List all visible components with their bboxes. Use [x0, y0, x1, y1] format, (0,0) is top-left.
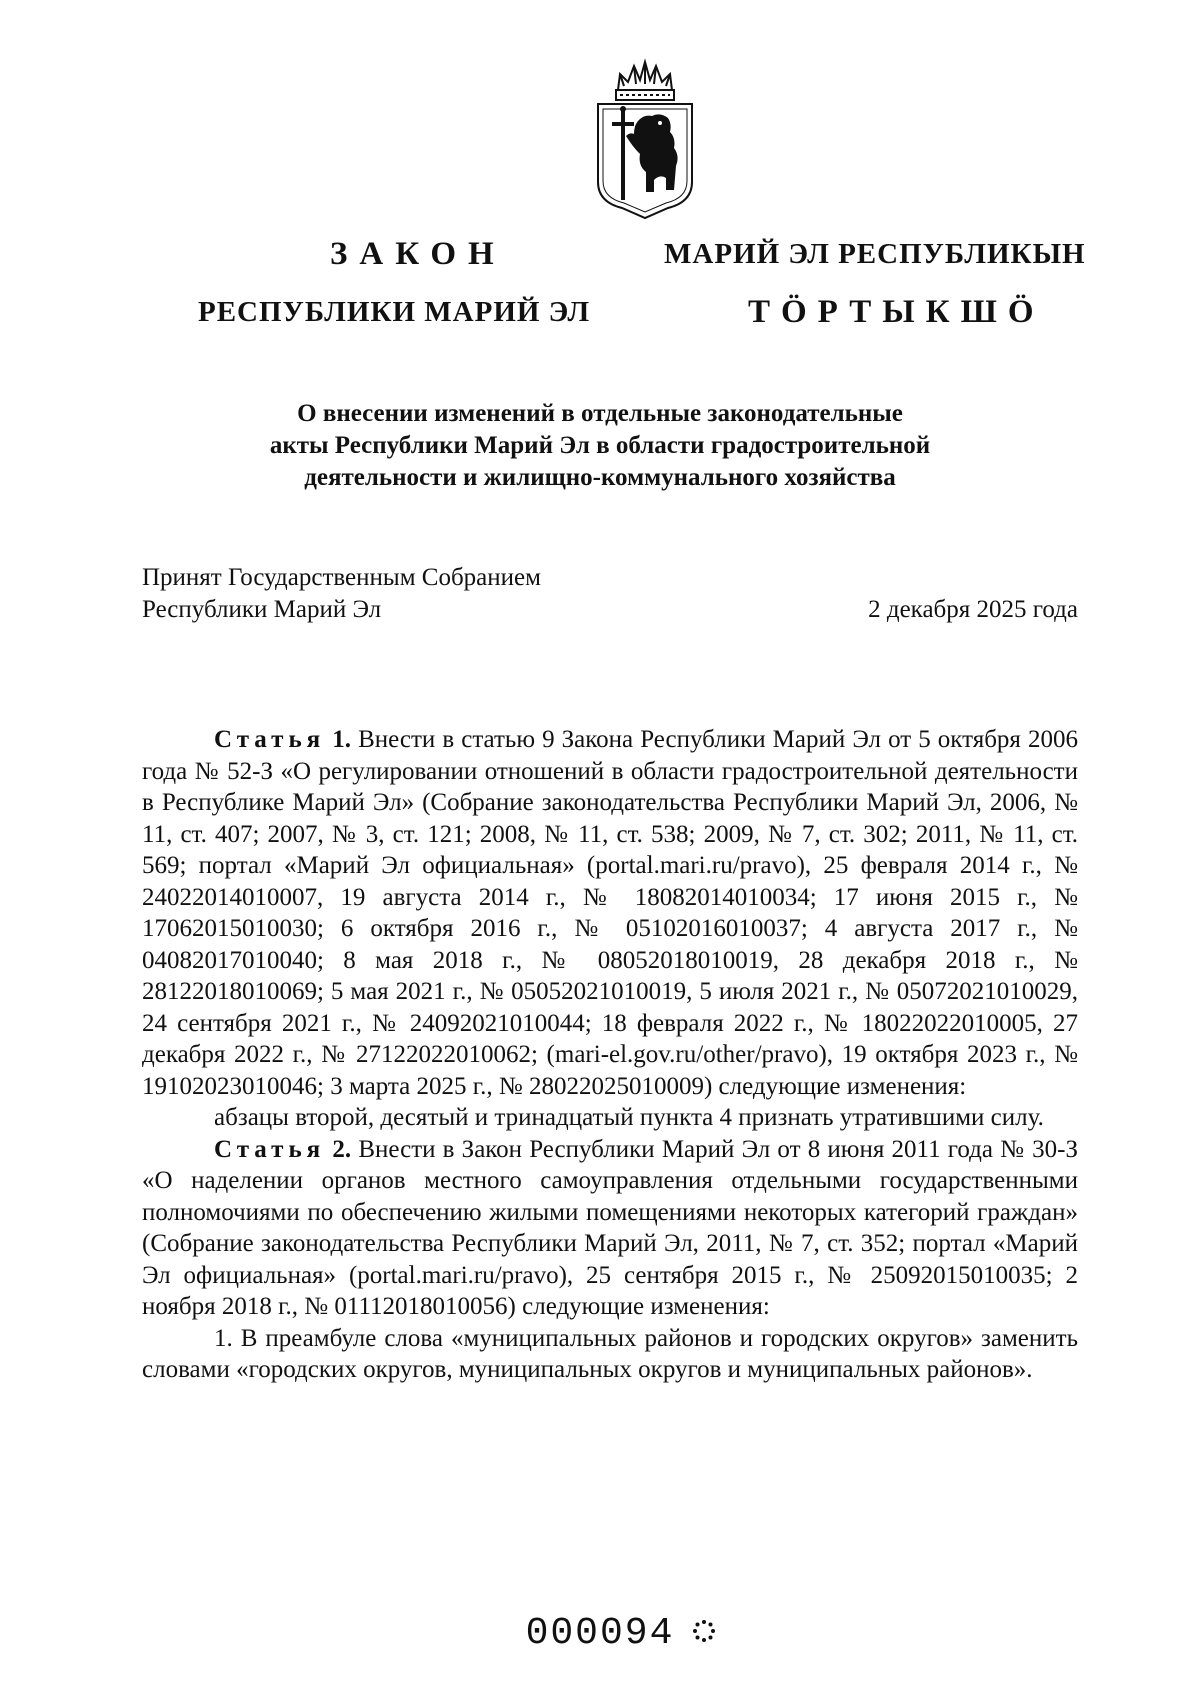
serial-number: 000094 [525, 1612, 675, 1655]
law-body [142, 724, 1078, 1386]
article-1-paragraph [142, 724, 1078, 1102]
asterisk-mark-icon [692, 1619, 716, 1643]
republic-name-mari: МАРИЙ ЭЛ РЕСПУБЛИКЫН [664, 238, 1086, 270]
adoption-line: Республики Марий Эл [142, 596, 382, 623]
law-heading-mari: ТӦРТЫКШӦ [748, 294, 1045, 330]
article-label: Статья [214, 1135, 326, 1163]
article-1-text: Внести в статью 9 Закона Республики Марий Эл от 5 октября 2006 года № 52-З «О регулировании отношений в области градостроительной деятельности в Республике Марий Эл» (Собрание законодательства Республики Марий Эл, 2006, № 11, ст. 407; 2007, № 3, ст. 121; 2008, № 11, ст. 538; 2009, № 7, ст. 302; 2011, № 11, ст. 569; портал «Марий Эл официальная» (portal.mari.ru/pravo), 25 февраля 2014 г., № 24022014010007, 19 августа 2014 г., № 18082014010034; 17 июня 2015 г., № 17062015010030; 6 октября 2016 г., № 05102016010037; 4 августа 2017 г., № 04082017010040; 8 мая 2018 г., № 08052018010019, 28 декабря 2018 г., № 28122018010069; 5 мая 2021 г., № 05052021010019, 5 июля 2021 г., № 05072021010029, 24 сентября 2021 г., № 24092021010044; 18 февраля 2022 г., № 18022022010005, 27 декабря 2022 г., № 27122022010062; (mari-el.gov.ru/other/pravo), 19 октября 2023 г., № 19102023010046; 3 марта 2025 г., № 28022025010009) следующие изменения: [142, 726, 1079, 1100]
republic-name-ru: РЕСПУБЛИКИ МАРИЙ ЭЛ [198, 296, 591, 328]
article-number: 1. [332, 726, 352, 753]
article-label: Статья [214, 726, 326, 753]
adoption-statement [142, 562, 541, 626]
article-2-paragraph [142, 1134, 1078, 1323]
adoption-date: 2 декабря 2025 года [868, 596, 1078, 623]
adoption-line: Принят Государственным Собранием [142, 564, 541, 591]
article-number: 2. [332, 1135, 352, 1163]
article-1-item: абзацы второй, десятый и тринадцатый пункта 4 признать утратившими силу. [214, 1104, 1044, 1131]
article-2-item-1: 1. В преамбуле слова «муниципальных районов и городских округов» заменить словами «городских округов, муниципальных округов и муниципальных районов». [142, 1324, 1078, 1383]
law-title-line: О внесении изменений в отдельные законодательные [297, 400, 903, 427]
coat-of-arms-emblem [590, 52, 700, 222]
law-title-line: акты Республики Марий Эл в области градостроительной [269, 432, 931, 459]
law-heading-ru: ЗАКОН [330, 236, 506, 272]
law-title [150, 398, 1050, 494]
law-title-line: деятельности и жилищно-коммунального хозяйства [304, 464, 896, 491]
article-2-text: Внести в Закон Республики Марий Эл от 8 июня 2011 года № 30-З «О наделении органов местного самоуправления отдельными государственными полномочиями по обеспечению жилыми помещениями некоторых категорий граждан» (Собрание законодательства Республики Марий Эл, 2011, № 7, ст. 352; портал «Марий Эл официальная» (portal.mari.ru/pravo), 25 сентября 2015 г., № 25092015010035; 2 ноября 2018 г., № 01112018010056) следующие изменения: [142, 1135, 1078, 1320]
